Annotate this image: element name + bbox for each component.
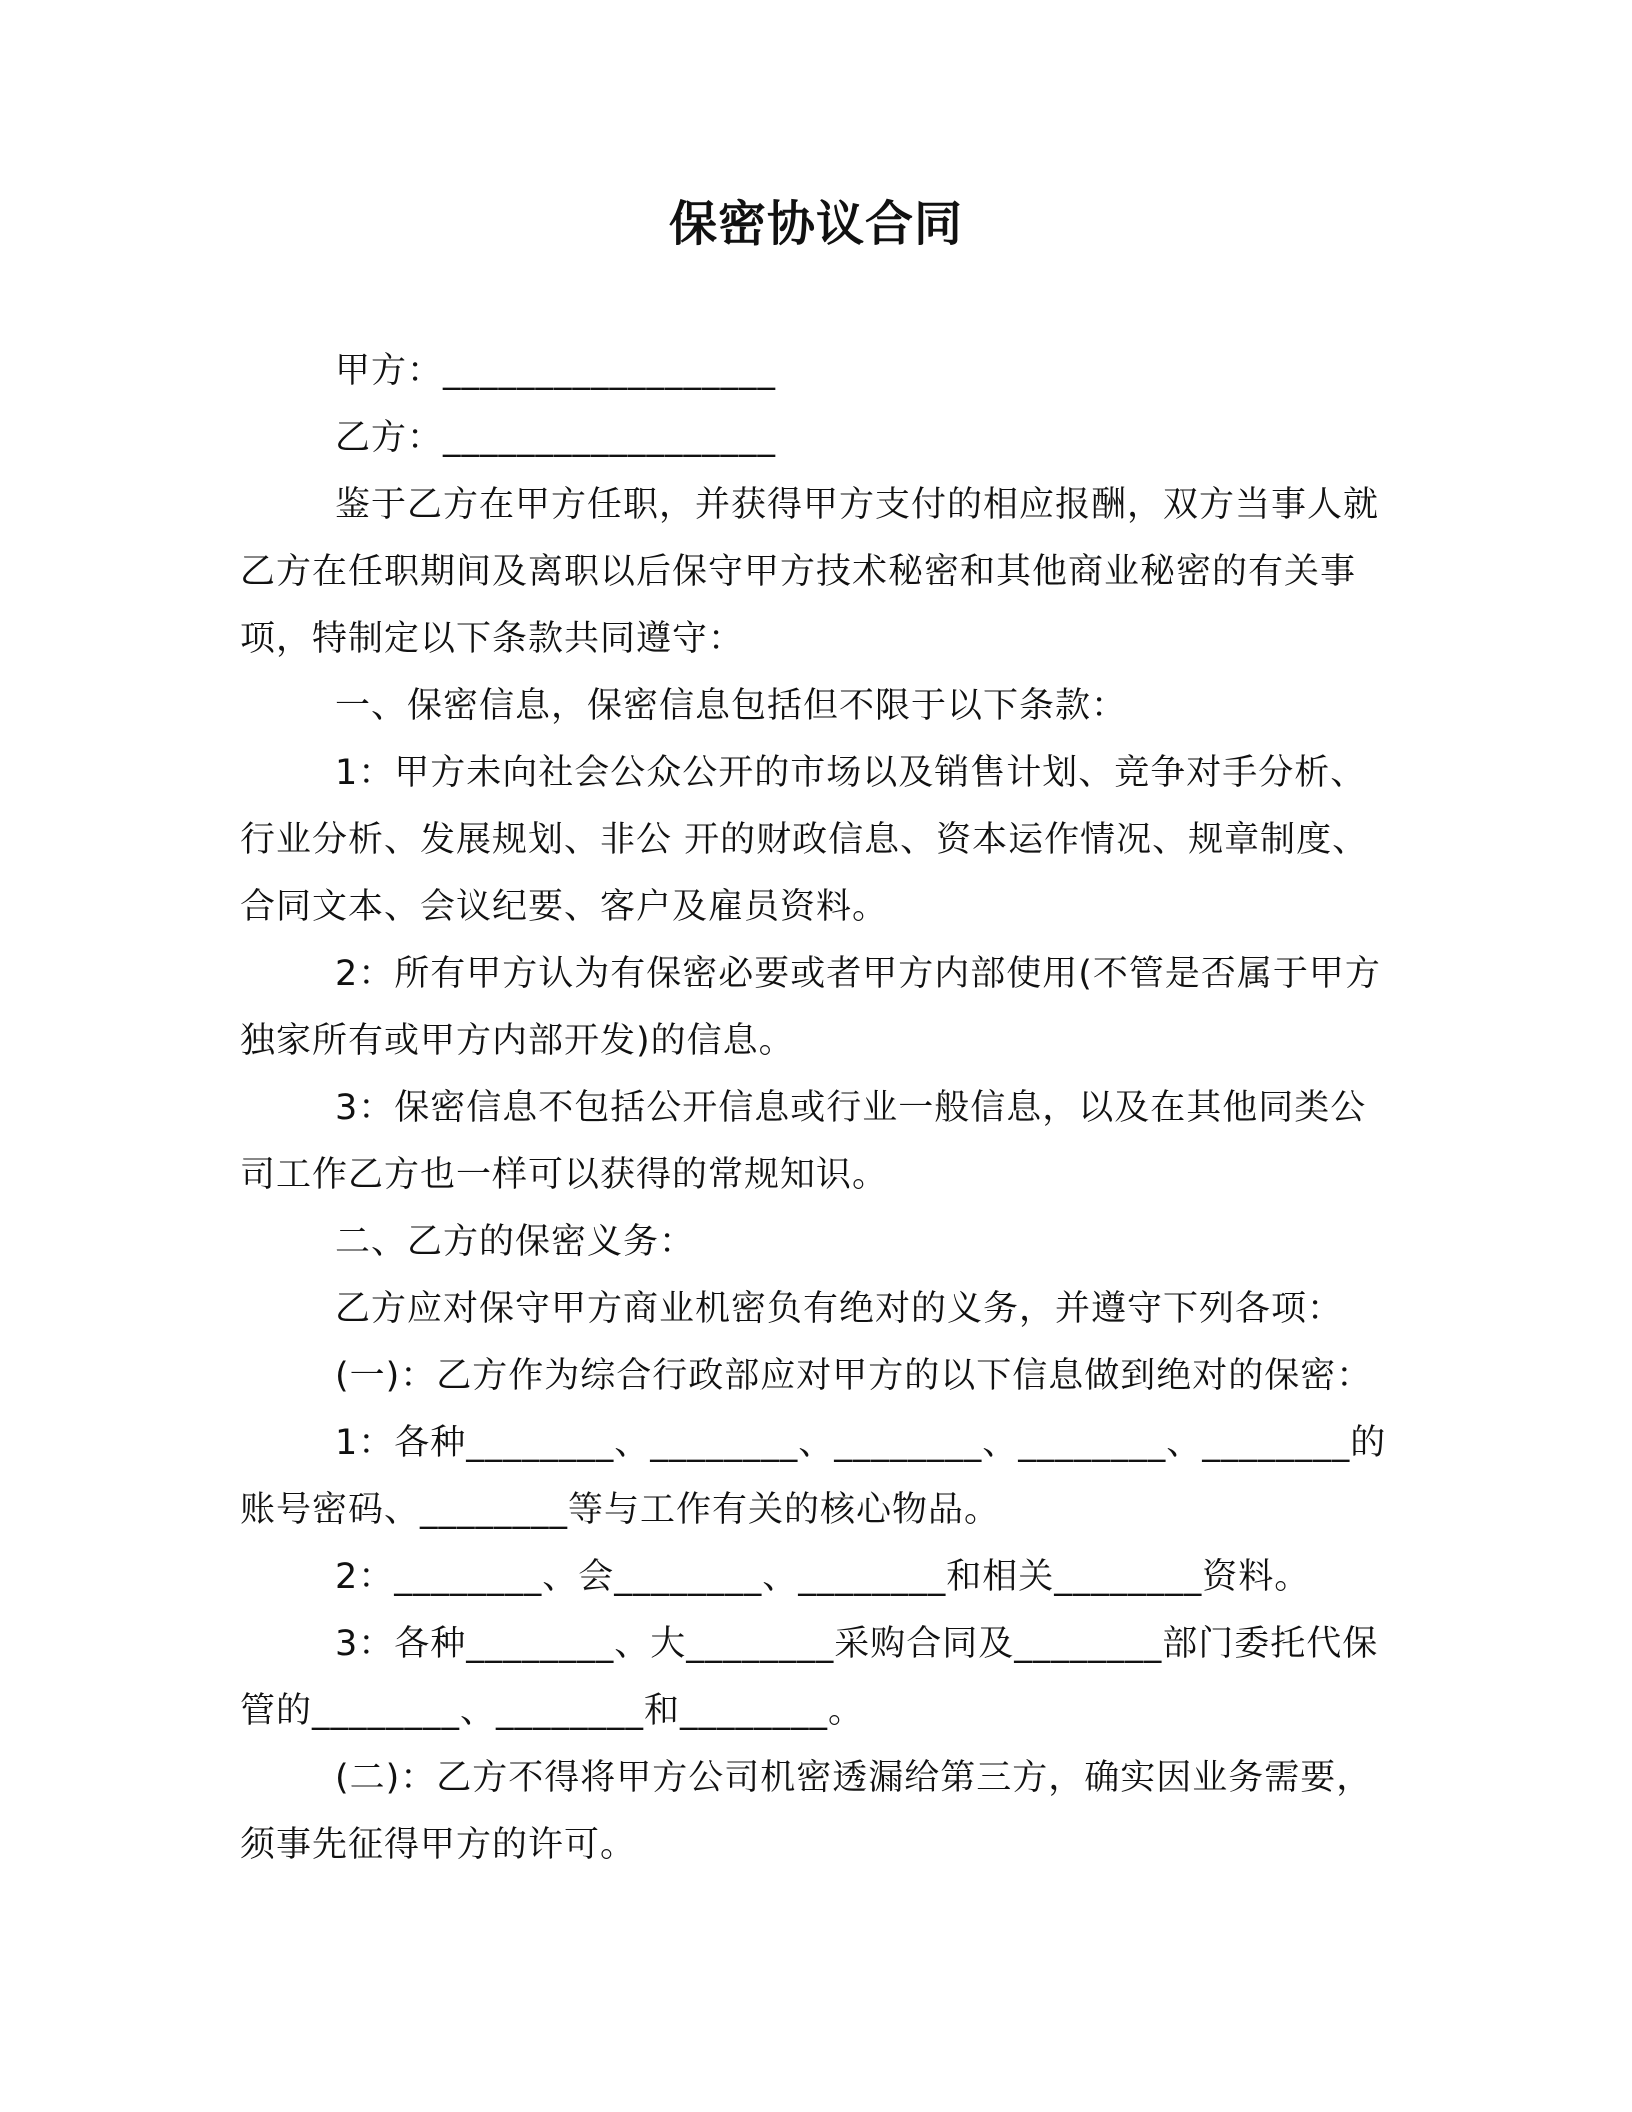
clause-2-3: 3：各种________、大________采购合同及________部门委托代保管的________、________和________。 xyxy=(240,1624,1379,1731)
section-1-heading: 一、保密信息，保密信息包括但不限于以下条款： xyxy=(335,686,1128,726)
preamble-paragraph: 鉴于乙方在甲方任职，并获得甲方支付的相应报酬，双方当事人就乙方在任职期间及离职以后保守甲方技术秘密和其他商业秘密的有关事项，特制定以下条款共同遵守： xyxy=(240,485,1380,659)
clause-1-1: 1：甲方未向社会公众公开的市场以及销售计划、竞争对手分析、行业分析、发展规划、非公 开的财政信息、资本运作情况、规章制度、合同文本、会议纪要、客户及雇员资料。 xyxy=(240,753,1369,927)
section-2-intro: 乙方应对保守甲方商业机密负有绝对的义务，并遵守下列各项： xyxy=(335,1289,1344,1329)
subsection-2-paragraph: (二)：乙方不得将甲方公司机密透漏给第三方，确实因业务需要，须事先征得甲方的许可。 xyxy=(240,1758,1373,1865)
section-2-heading: 二、乙方的保密义务： xyxy=(335,1222,696,1262)
clause-1-2: 2：所有甲方认为有保密必要或者甲方内部使用(不管是否属于甲方独家所有或甲方内部开发)的信息。 xyxy=(240,954,1381,1061)
clause-2-2: 2：________、会________、________和相关________资料。 xyxy=(335,1557,1311,1597)
party-a-line: 甲方：__________________ xyxy=(335,351,777,391)
document-body xyxy=(240,338,1390,1879)
subsection-1-heading: (一)：乙方作为综合行政部应对甲方的以下信息做到绝对的保密： xyxy=(335,1356,1373,1396)
clause-2-1: 1：各种________、________、________、________、________的账号密码、________等与工作有关的核心物品。 xyxy=(240,1423,1387,1530)
document-title: 保密协议合同 xyxy=(668,196,963,252)
clause-1-3: 3：保密信息不包括公开信息或行业一般信息，以及在其他同类公司工作乙方也一样可以获得的常规知识。 xyxy=(240,1088,1367,1195)
party-b-line: 乙方：__________________ xyxy=(335,418,777,458)
